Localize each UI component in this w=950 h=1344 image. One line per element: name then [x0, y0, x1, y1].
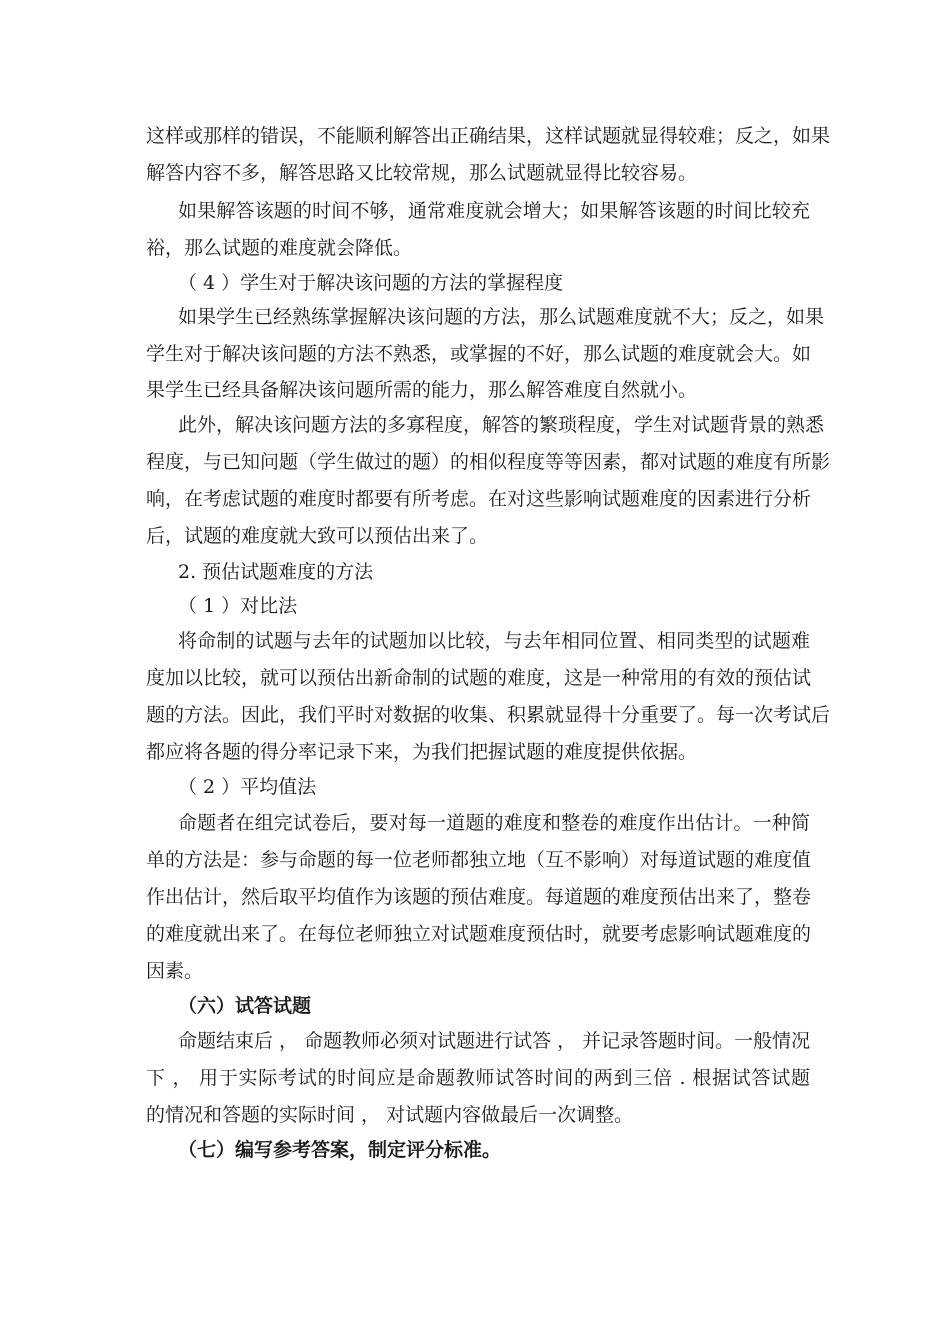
body-text-line: 后，试题的难度就大致可以预估出来了。 — [146, 525, 489, 547]
section-heading: 2. 预估试题难度的方法 — [178, 561, 374, 583]
body-text-line: 解答内容不多，解答思路又比较常规，那么试题就显得比较容易。 — [146, 162, 698, 184]
body-text-line: 如果学生已经熟练掌握解决该问题的方法，那么试题难度就不大；反之，如果 — [178, 306, 825, 328]
subheading: （ 1 ）对比法 — [178, 595, 298, 617]
body-text-line: 学生对于解决该问题的方法不熟悉，或掌握的不好，那么试题的难度就会大。如 — [146, 343, 812, 365]
body-text-line: 这样或那样的错误，不能顺利解答出正确结果，这样试题就显得较难；反之，如果 — [146, 125, 831, 147]
body-text-line: 题的方法。因此，我们平时对数据的收集、积累就显得十分重要了。每一次考试后 — [146, 704, 831, 726]
body-text-line: 果学生已经具备解决该问题所需的能力，那么解答难度自然就小。 — [146, 379, 698, 401]
subheading: （ 4 ）学生对于解决该问题的方法的掌握程度 — [178, 272, 564, 294]
subheading: （ 2 ）平均值法 — [178, 776, 317, 798]
body-text-line: 裕，那么试题的难度就会降低。 — [146, 237, 413, 259]
body-text-line: 作出估计，然后取平均值作为该题的预估难度。每道题的难度预估出来了，整卷 — [146, 886, 812, 908]
body-text-line: 命题结束后 ， 命题教师必须对试题进行试答 ， 并记录答题时间。一般情况 — [178, 1030, 811, 1052]
body-text-line: 因素。 — [146, 960, 204, 982]
body-text-line: 单的方法是：参与命题的每一位老师都独立地（互不影响）对每道试题的难度值 — [146, 849, 812, 871]
body-text-line: 度加以比较，就可以预估出新命制的试题的难度，这是一种常用的有效的预估试 — [146, 667, 812, 689]
body-text-line: 都应将各题的得分率记录下来，为我们把握试题的难度提供依据。 — [146, 741, 698, 763]
section-heading: （六）试答试题 — [178, 995, 312, 1017]
body-text-line: 的难度就出来了。在每位老师独立对试题难度预估时，就要考虑影响试题难度的 — [146, 923, 812, 945]
body-text-line: 将命制的试题与去年的试题加以比较，与去年相同位置、相同类型的试题难 — [178, 630, 810, 652]
body-text-line: 下 ， 用于实际考试的时间应是命题教师试答时间的两到三倍 . 根据试答试题 — [146, 1067, 810, 1089]
body-text-line: 此外，解决该问题方法的多寡程度，解答的繁琐程度，学生对试题背景的熟悉 — [178, 414, 825, 436]
section-heading: （七）编写参考答案，制定评分标准。 — [178, 1139, 502, 1161]
body-text-line: 如果解答该题的时间不够，通常难度就会增大；如果解答该题的时间比较充 — [178, 200, 810, 222]
body-text-line: 的情况和答题的实际时间 ， 对试题内容做最后一次调整。 — [146, 1104, 634, 1126]
body-text-line: 程度，与已知问题（学生做过的题）的相似程度等等因素，都对试题的难度有所影 — [146, 451, 831, 473]
body-text-line: 命题者在组完试卷后，要对每一道题的难度和整卷的难度作出估计。一种简 — [178, 812, 810, 834]
body-text-line: 响，在考虑试题的难度时都要有所考虑。在对这些影响试题难度的因素进行分析 — [146, 488, 812, 510]
